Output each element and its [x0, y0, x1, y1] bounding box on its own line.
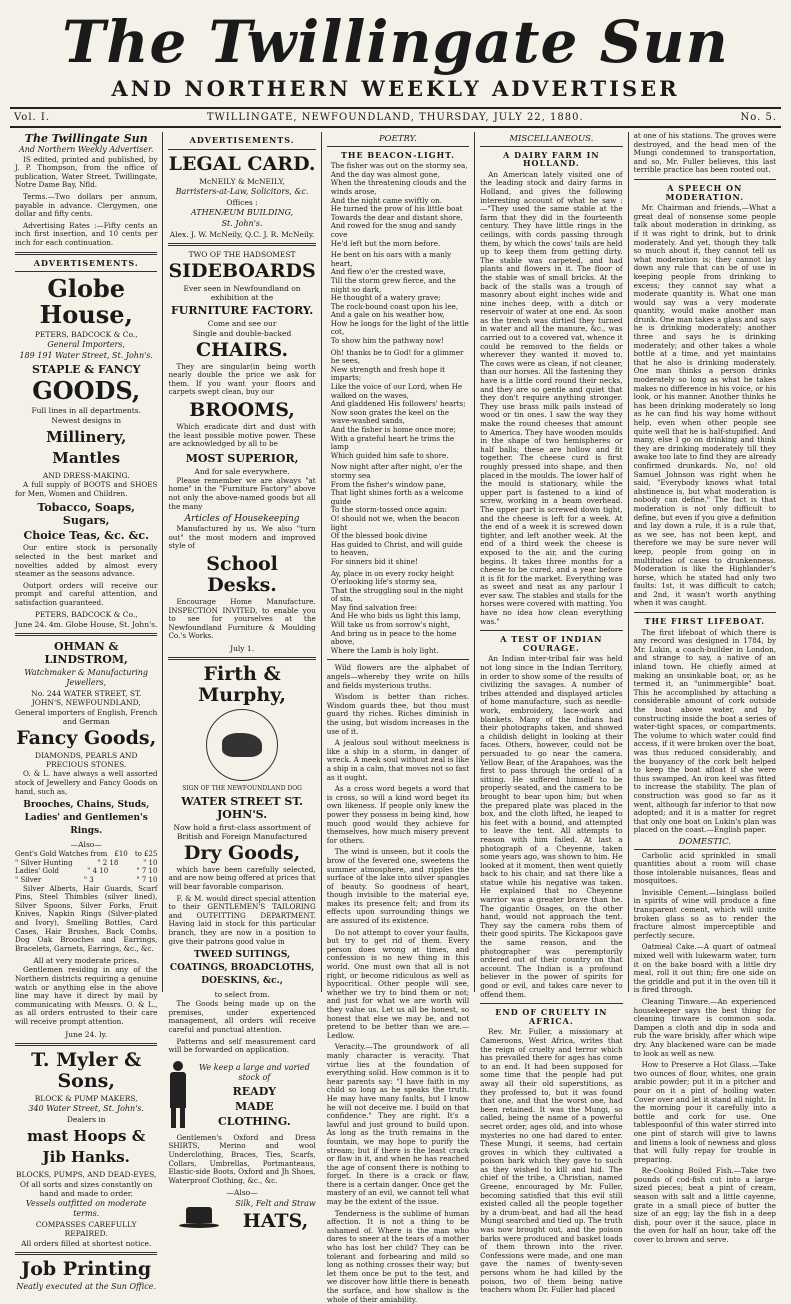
globe-staple: STAPLE & FANCY	[32, 363, 141, 377]
ohman-brooches: Brooches, Chains, Studs, Ladies' and Gentlemen's Rings.	[23, 800, 150, 837]
poem-stanza: Oh! thanks be to God! for a glimmer he sees, New strength and fresh hope it imparts; Like the voice of our Lord, when He walked on the waves, And gladdened His followers' hearts; Now soon grates the keel on the wave-washed sands, And the fisher is home once more; With a grateful heart he trims the lamp Which guided him safe to shore.	[330, 347, 466, 460]
clothing-label: CLOTHING.	[218, 1114, 291, 1128]
chairs-title: CHAIRS.	[195, 338, 289, 361]
fm-shirts-text: Gentlemen's Oxford and Dress SHIRTS, Merino and wool Underclothing, Braces, Ties, Scarfs, Collars, Umbrellas, Portmanteaus, Elastic-side Boots, Oxford and Jh Shoes, Waterproof Clothing, &c., &c.	[168, 1132, 316, 1185]
divider	[15, 252, 157, 255]
globe-newest: Newest designs in	[51, 416, 122, 426]
courage-title: A TEST OF INDIAN COURAGE.	[500, 634, 603, 653]
legal-city: St. John's.	[221, 218, 263, 228]
ads-header: ADVERTISEMENTS.	[189, 135, 295, 145]
manufactured-text: Manufactured by us. We also "turn out" the most modern and improved style of	[168, 524, 316, 551]
globe-firm: PETERS, BADCOCK & Co.,	[34, 330, 138, 340]
miscellaneous-header: MISCELLANEOUS.	[480, 135, 622, 147]
fm-patterns-text: Patterns and self measurement card will be forwarded on application.	[168, 1036, 316, 1055]
wisdom-text: Wisdom is better than riches. Wisdom guards thee, but thou must guard thy riches. Riches diminish in the using, but wisdom increases in the use of it.	[326, 692, 470, 736]
cruelty-text: Rev. Mr. Fuller, a missionary at Cameroons, West Africa, writes that the reign of cruelty and terror which has prevailed there for ages has come to an end. It had been supposed for some time that the people had put away all their old superstitions, as they professed to, but it was found that one, and that the worst one, had been retained. It was the Mungi, so called, being the name of a powerful secret order, ages old, and into whose mysteries no one had dared to enter. These Mungi, it seems, had certain groves in which they cultivated a poison bark which they gave to such as they wished to kill and hid. The chief of the tribe, a Christian, named Greene, encouraged by Mr. Fuller, becoming satisfied that this evil still existed called all the people together by a drum-beat, and had all the head Mungi searched and tied up. The truth was now brought out, and the poison barks were produced and basket loads of them thrown into the river. Confessions were made, and one man gave the names of twenty-seven persons whom he had killed by the poison, two of them being native teachers whom Dr. Fuller had placed	[480, 1027, 623, 1295]
column-3	[322, 132, 475, 1304]
divider	[168, 243, 315, 246]
globe-millinery: Millinery, Mantles	[46, 428, 127, 468]
masthead-subtitle: AND NORTHERN WEEKLY ADVERTISER	[111, 76, 680, 101]
school-desks-title: School Desks.	[206, 552, 278, 596]
myler-sub: BLOCK & PUMP MAKERS,	[34, 1093, 138, 1103]
lifeboat-title: THE FIRST LIFEBOAT.	[644, 616, 766, 627]
divider	[15, 1043, 157, 1046]
wild-flowers-text: Wild flowers are the alphabet of angels—whereby they write on hills and fields mysterious truths.	[326, 663, 470, 690]
sideboard-text: Ever seen in Newfoundland on exhibition at the	[183, 283, 301, 302]
column-1	[10, 132, 163, 1291]
ohman-date: June 24. ly.	[65, 1029, 108, 1039]
price-row: " Silver " 3 " 7 10	[15, 876, 158, 885]
dog-icon	[222, 733, 262, 757]
veracity-text: Veracity.—The groundwork of all manly character is veracity. That virtue lies at the foundation of everything solid. How common is it to hear parents say: "I have faith in my child so long as he speaks the truth. He may have many faults, but I know he will not deceive me. I build on that confidence." They are right. It's a lawful and just ground to build upon. As long as the truth remains in the fountain, we may hope to purify the stream; but if there is the least crack or flaw in it, and when he has reached the age of consent there is nothing to forget. In there is a crack or flaw, there is a certain danger. Once get the mastery of an evil, we cannot tell what may be the extent of the issue.	[326, 1042, 470, 1207]
globe-dress: AND DRESS-MAKING.	[42, 471, 130, 481]
hats-block	[168, 1198, 315, 1234]
globe-title: Globe House,	[39, 274, 133, 330]
speech-title: A SPEECH ON MODERATION.	[665, 182, 745, 202]
myler-dealers: Dealers in	[66, 1114, 106, 1124]
tenderness-text: Tenderness is the sublime of human affection. It is not a thing to be ashamed of. Where is the man who dares to sneer at the tears of a mother who has lost her child? They can be tolerant and forbearing and mild so long as nothing crosses their way; but let them once be put to the test, and we discover how little there is beneath the surface, and how shallow is the whole of their amiability.	[326, 1208, 470, 1304]
furniture-factory: FURNITURE FACTORY.	[170, 303, 314, 317]
column-4	[475, 132, 628, 1295]
legal-names: Alex. J. W. McNeily, Q.C. J. R. McNeily.	[169, 229, 315, 239]
myler-vessels: Vessels outfitted on moderate terms.	[25, 1198, 147, 1218]
sideboard-pre: TWO OF THE HADSOMEST	[188, 249, 296, 259]
legal-building: ATHENÆUM BUILDING,	[190, 207, 294, 217]
faults-text: Do not attempt to cover your faults, but try to get rid of them. Every person does wrong at times, and confession is no new thing in this world. One must own that all is not right, or become ridiculous as well as hypocritical. Other people will see, whether we try to bind them or not; and just for what we are worth will they value us. Let us all be honest, so honest that else we may be, and not pretend to be better than we are.—Ledlow.	[326, 927, 470, 1040]
poem-stanza: Now night after after night, o'er the stormy sea From the fisher's window pane, That light shines forth as a welcome guide To the storm-tossed once again: O! should not we, when the beacon light Of the blessed book divine Has guided to Christ, and will guide to heaven, For sinners bid it shine!	[330, 462, 464, 566]
ohman-silver: Silver Alberts, Hair Guards, Scarf Pins, Steel Thimbles (silver lined), Silver Spoons, Silver Forks, Fruit Knives, Napkin Rings (Silver-plated and Ivory), Smelling Bottles, Card Cases, Hair Brushes, Back Combs, Dog Oak Brooches and Earrings, Bracelets, Garnets, Earrings, &c., &c.	[15, 883, 158, 953]
hat-icon	[179, 1207, 219, 1229]
made-label: MADE	[235, 1099, 274, 1113]
fm-goods-text: The Goods being made up on the premises, under experienced management, all orders will receive careful and punctual attention.	[168, 999, 316, 1034]
divider	[15, 271, 157, 272]
most-superior: MOST SUPERIOR,	[185, 451, 299, 465]
furniture-single: Single and double-backed	[192, 328, 292, 338]
gentleman-figure-icon	[168, 1061, 187, 1131]
firth-address: WATER STREET ST. JOHN'S.	[181, 794, 303, 821]
clothing-text	[193, 1062, 316, 1130]
globe-lines: Full lines in all departments.	[31, 406, 141, 416]
globe-stock: Our entire stock is personally selected in the best market and novelties added by almost every steamer as the seasons advance.	[15, 543, 158, 579]
courage-text: An Indian inter-tribal fair was held not long since in the Indian Territory, in order to show some of the results of civilizing the savages. A number of tribes attended and displayed articles of home manufacture, such as needle-work, embroidery, lace-work and blankets. Many of the Indians had their photographs taken, and showed a childish delight in looking at their faces. Others, however, could not be persuaded to go near the camera. Yellow Bear, of the Arapahoes, was the first to pass through the ordeal of a sitting. He suffered himself to be properly seated, and the camera to be brought to bear upon him; but when the prepared plate was placed in the box, and the cloth lifted, he leaped to his feet with a bound, and attempted to leave the tent. All attempts to reason with him failed. At last a photograph of a Cheyenne, taken some years ago, was shown to him. He looked at it moment, then went quietly back to his chair, and sat there like a statue while his negative was taken. He explained that no Cheyenne warrior was a greater brave than he. The gigantic Osages, on the other hand, would not approach the tent. They say the camera robs them of their good spirits. The Kickapoos gave the same reason, and the photographer was peremptorily ordered out of their country on that account. The Indian is a profound believer in the power of spirits for good or evil, and takes care never to offend them.	[480, 654, 623, 999]
globe-tobacco: Tobacco, Soaps, Sugars,	[37, 501, 136, 528]
housekeeping: Articles of Housekeeping	[184, 514, 300, 525]
terms-text: Terms.—Two dollars per annum, payable in advance. Clergymen, one dollar and fifty cents.	[15, 191, 158, 219]
globe-boots: A full supply of BOOTS and SHOES for Men, Women and Children.	[15, 480, 158, 498]
wind-text: The wind is unseen, but it cools the brow of the fevered one, sweetens the summer atmosphere, and ripples the surface of the lake into silver spangles of beauty. So goodness of heart, though invisible to the material eye, makes its presence felt; and from its effects upon surrounding things we are assured of its existence.	[326, 847, 470, 926]
silk-felt-straw: Silk, Felt and Straw	[235, 1199, 316, 1209]
domestic-item: Cleaning Tinware.—An experienced housekeeper says the best thing for cleaning tinware is common soda. Dampen a cloth and dip in soda and rub the ware briskly, after which wipe dry. Any blackened ware can be made to look as well as new.	[633, 997, 777, 1058]
intro-text: IS edited, printed and published, by J. P. Thompson, from the office of publication, Water Street, Twillingate, Notre Dame Bay, Nfld.	[15, 154, 158, 190]
domestic-item: Carbolic acid sprinkled in small quantities about a room will chase those intolerable nuisances, fleas and mosquitoes.	[633, 850, 777, 886]
poetry-header: POETRY.	[327, 135, 469, 147]
paper-sub: And Northern Weekly Advertiser.	[18, 144, 154, 154]
tweed-sub: to select from.	[214, 990, 270, 1000]
globe-importers: General Importers,	[47, 340, 126, 350]
hats-title: HATS,	[242, 1210, 309, 1233]
globe-goods: GOODS,	[32, 376, 141, 406]
fm-also: —Also—	[226, 1188, 258, 1198]
price-row: Gent's Gold Watches from £10 to £25	[15, 850, 158, 859]
ads-header: ADVERTISEMENTS.	[33, 257, 139, 268]
divider	[15, 633, 157, 636]
myler-orders: All orders filled at shortest notice.	[21, 1238, 152, 1248]
sideboards-title: SIDEBOARDS	[168, 259, 316, 282]
divider	[480, 630, 622, 631]
poem-stanza: The fisher was out on the stormy sea, And the day was almost gone, When the threatening clouds and the winds arose, And the night came swiftly on. He turned the prow of his little boat Towards the dear and distant shore, And rowed for the snug and sandy cove He'd left but the morn before.	[330, 161, 468, 248]
myler-mast: mast Hoops & Jib Hanks.	[27, 1126, 146, 1166]
poem-stanza: Ay, place in on every rocky height O'erlooking life's stormy sea, That the struggling soul in the night of sin, May find salvation free: And He who bids us light this lamp, Will take us from sorrow's night, And bring us in peace to the home above, Where the Lamb is holy light.	[330, 568, 464, 655]
myler-sizes: Of all sorts and sizes constantly on hand and made to order.	[19, 1179, 153, 1198]
issue-number: No. 5.	[740, 112, 777, 123]
firth-have: Now hold a first-class assortment of British and Foreign Manufactured	[173, 822, 311, 841]
globe-address: 189 191 Water Street, St. John's.	[19, 351, 153, 361]
lifeboat-text: The first lifeboat of which there is any record was designed in 1784, by Mr. Lukin, a coach-builder in London, and strange to say, a native of an inland town. He chiefly aimed at making an unsinkable boat, or, as he termed it, an "unimmergible" boat. This he accomplished by attaching a considerable amount of cork outside the boat above water, and by constructing inside the boat a series of water-tight spaces, or compartments. The volume to which water could find access, if it were broken over the boat, was thus reduced considerably, and the buoyancy of the cork belt helped to keep the boat afloat if she were thus swamped. An iron keel was fitted to increase the stability. The plan of construction was good so far as it went, although far inferior to that now adopted; and it is a matter for regret that only one boat on Lukin's plan was placed on the coast.—English paper.	[633, 627, 777, 835]
ohman-diamonds: DIAMONDS, PEARLS AND PRECIOUS STONES.	[34, 751, 138, 770]
july-date: July 1.	[230, 643, 255, 653]
legal-firm: McNEILY & McNEILY,	[199, 176, 285, 186]
ready-label: READY	[232, 1084, 277, 1098]
price-list	[15, 850, 157, 884]
legal-card-title: LEGAL CARD.	[168, 152, 316, 175]
dateline-bar	[10, 107, 781, 128]
remember-text: Please remember we are always "at home" in the "Furniture Factory" above not only the above-named goods but all the many	[168, 475, 316, 511]
myler-compasses: COMPASSES CAREFULLY REPAIRED.	[35, 1219, 137, 1238]
volume-label: Vol. I.	[14, 112, 51, 123]
price-row: Ladies' Gold " 4 10 " 7 10	[15, 867, 158, 876]
encourage-text: Encourage Home Manufacture. INSPECTION INVITED, to enable you to see for yourselves at the Newfoundland Furniture & Moulding Co.'s Works.	[168, 596, 316, 641]
dry-goods-title: Dry Goods,	[183, 841, 301, 864]
column-5	[629, 131, 781, 1245]
dairy-title: A DAIRY FARM IN HOLLAND.	[503, 149, 600, 169]
clothing-block	[168, 1058, 315, 1134]
jealous-text: A jealous soul without meekness is like a ship in a storm, in danger of wreck. A meek soul without zeal is like a ship in a calm, that moves not so fast as it ought.	[326, 738, 470, 782]
ohman-gentlemen: Gentlemen residing in any of the Northern districts requiring a genuine watch or anything else in the above line may have it direct by mail by communicating with Messrs. O. & L., as all orders entrusted to their care will receive prompt attention.	[15, 965, 158, 1026]
issue-date: TWILLINGATE, NEWFOUNDLAND, THURSDAY, JULY 22, 1880.	[206, 112, 584, 123]
firth-murphy-title: Firth & Murphy,	[198, 662, 286, 706]
myler-title: T. Myler & Sons,	[31, 1048, 142, 1092]
cross-word-text: As a cross word begets a word that is cross, so will a kind word beget its own likeness. If people only knew the power they possess in being kind, how much good would they achieve for themselves, how much misery prevent for others.	[326, 784, 470, 845]
domestic-item: Re-Cooking Boiled Fish.—Take two pounds of cod-fish cut into a large-sized pieces; beat a pint of cream, season with salt and a little cayenne, grate in a small piece of butter the size of an egg; lay the fish in a deep dish, pour over it the sauce, place in the oven for half an hour, take off the cover to brown and serve.	[633, 1166, 777, 1245]
divider	[327, 659, 469, 660]
brooms-title: BROOMS,	[189, 398, 295, 421]
job-printing-title: Job Printing	[21, 1257, 152, 1280]
domestic-item: How to Preserve a Hot Glass.—Take two ounces of flour, whites, one grain arabic powder; put it in a pitcher and pour on it a pint of boiling water. Cover over and let it stand all night. In the morning pour it carefully into a bottle and cork for use. One tablespoonful of this water stirred into one pint of starch will give to lawns and linens a look of newness and gloss that will fully repay for trouble in preparing.	[633, 1060, 777, 1164]
divider	[168, 657, 315, 660]
divider	[634, 179, 776, 180]
ohman-fancy: Fancy Goods,	[16, 727, 157, 750]
legal-role: Barristers-at-Law, Solicitors, &c.	[175, 186, 309, 196]
cruelty-title: END OF CRUELTY IN AFRICA.	[495, 1007, 608, 1026]
dairy-text: An American lately visited one of the leading stock and dairy farms in Holland, and gives the following interesting account of what he saw :—"They used the same stable at the farm that they did in the fourteenth century. They have little rings in the ceilings, with cords passing through them, by which the cows' tails are held up to keep them from getting dirty. The stable was carpeted, and had plants and flowers in it. The floor of the stable was of small bricks. At the back of the stalls was a trough of masonry about eight inches wide and nine inches deep, with a ditch or reservoir of water at one end. As soon as the trench was dirtied they turned in water and all the manure, &c., was carried out to a covered vat, whence it could be removed to the fields or wherever they wanted it moved to. The cows were as clean, if not cleaner, than our horses. All the fastening they have is a little cord round their necks, and they are so gentle and quiet that they don't require anything stronger. They use brass milk pails instead of wood or tin ones. I saw the way they make the round cheeses that amount to America. They have wooden moulds in the shape of two hemispheres or half balls; these are hollow and fit together. The cheese curd is first roughly pressed into shape, and then placed in the moulds. The lower half of the mould is stationary, while the upper part is fastened to a kind of screw, working in a beam overhead. The upper part is screwed down tight, and the cheese is left for a week. At the end of a week it is screwed down tighter, and left another week. At the end of a third week the cheese is exposed to the air, and the curing begins. It takes three months for a cheese to be cured, and a year before it is fit for the market. Everything was as sweet and neat as any parlour I ever saw. The stables and stalls for the horses were covered with matting. You have no idea how clean everything was."	[480, 169, 623, 626]
price-row: " Silver Hunting " 2 18 " 10	[15, 858, 158, 867]
furniture-come: Come and see our	[207, 318, 277, 328]
continued-text: at one of his stations. The groves were destroyed, and the head men of the Mungi condemned to transportation, and so, Mr. Fuller believes, this last terrible practice has been rooted out.	[633, 131, 777, 175]
ohman-address: No. 244 WATER STREET, ST. JOHN'S, NEWFOUNDLAND,	[31, 689, 142, 708]
poem-title: THE BEACON-LIGHT.	[340, 149, 455, 160]
ohman-moderate: All at very moderate prices.	[33, 956, 140, 966]
masthead-title: The Twillingate Sun	[62, 8, 729, 76]
columns	[10, 131, 781, 1304]
fm-direct-text: F. & M. would direct special attention to their GENTLEMEN'S TAILORING and OUTFITTING DEPARTMENT. Having laid in stock for this particular branch, they are now in a position to give their patrons good value in	[168, 893, 316, 946]
divider	[168, 149, 315, 150]
legal-offices: Offices :	[226, 197, 258, 207]
myler-address: 340 Water Street, St. John's.	[28, 1103, 145, 1113]
ohman-also: —Also—	[70, 840, 102, 850]
rates-text: Advertising Rates :—Fifty cents an inch first insertion, and 10 cents per inch for each continuation.	[15, 220, 158, 247]
myler-blocks: BLOCKS, PUMPS, AND DEAD-EYES,	[16, 1169, 157, 1179]
ohman-assort: O. & L. have always a well assorted stock of Jewellery and Fancy Goods on hand, such as,	[15, 769, 158, 796]
logo-caption: SIGN OF THE NEWFOUNDLAND DOG	[182, 784, 302, 792]
paper-name: The Twillingate Sun	[24, 132, 148, 145]
globe-signature: PETERS, BADCOCK & Co.,	[34, 610, 138, 620]
domestic-item: Invisible Cement.—Isinglass boiled in spirits of wine will produce a fine transparent cement, which will unite broken glass so as to render the fracture almost imperceptible and perfectly secure.	[633, 887, 777, 940]
newfoundland-dog-logo	[206, 709, 278, 781]
tweed-suitings: TWEED SUITINGS, COATINGS, BROADCLOTHS, DOESKINS, &c.,	[169, 950, 315, 987]
globe-date: June 24. 4m. Globe House, St. John's.	[15, 620, 158, 630]
fm-keep: We keep a large and varied stock of	[198, 1062, 310, 1082]
superior-sub: And for sale everywhere.	[194, 466, 290, 476]
job-printing-sub: Neatly executed at the Sun Office.	[16, 1281, 157, 1291]
ohman-title: OHMAN & LINDSTROM,	[44, 640, 128, 667]
ohman-sub: Watchmaker & Manufacturing Jewellers,	[24, 668, 149, 688]
globe-teas: Choice Teas, &c. &c.	[23, 529, 149, 543]
chairs-text: They are singular(in being worth nearly double the price we ask for them. If you want your floors and carpets swept clean, buy our	[168, 361, 316, 397]
speech-text: Mr. Chairman and friends,—What a great deal of nonsense some people talk about moderation in drinking, as if it was right to drink, but to drink moderately. And yet, though they talk so much about it, they cannot tell us what moderation is; they cannot lay down any rule that can be of use in keeping people from drinking to excess; they cannot say what a moderate quantity is. What one man would say was a very moderate quantity, would make another man drunk. One man takes a glass and says he is drinking moderately; another three and says he is drinking moderately; and other takes a whole bottle at a time, and yet maintains that he also is drinking moderately. One man thinks a person drinks moderately so long as what he takes makes no difference in his voice, or his look, or his manner. Another thinks he has been drinking moderately so long as he can find his way home without help, even when other people see quite well that he is half-stupified. And many, else I go on drinking and think they are drinking moderately till they awake too late to find they are already confirmed drunkards. No, no! old Samuel Johnson was right when he said, "Everybody knows what total abstinence is, but what moderation is nobody can define." The fact is that moderation is not only difficult to define, but even if you give a definition and lay down a rule, it is a rule that, as we see, has not been kept, and therefore we may be sure never will keep, people from going on in multitudes of cases to drunkenness. Moderation is like the Highlander's horse, which he stated had only two faults: 1st, it was difficult to catch; and 2nd, it wasn't worth anything when it was caught.	[633, 203, 777, 608]
divider	[634, 612, 776, 613]
divider	[15, 1252, 157, 1255]
domestic-header: DOMESTIC.	[634, 838, 776, 850]
ohman-import: General importers of English, French and German	[15, 708, 158, 727]
column-2	[163, 132, 321, 1233]
dry-goods-text: which have been carefully selected, and are now being offered at prices that will bear favorable comparison.	[168, 864, 316, 892]
domestic-item: Oatmeal Cake.—A quart of oatmeal mixed well with lukewarm water, turn it on the bake board with a little dry meal, roll it out thin; fire one side on the griddle and put it in the oven till it is fired through.	[633, 942, 777, 995]
brooms-text: Which eradicate dirt and dust with the least possible motive power. These are acknowledged by all to be	[168, 421, 316, 449]
divider	[480, 1003, 622, 1004]
globe-orders: Outport orders will receive our prompt and careful attention, and satisfaction guaranteed.	[15, 580, 158, 607]
poem-stanza: He bent on his oars with a manly heart, And flew o'er the crested wave, Till the storm grew fierce, and the night so dark, He thought of a watery grave; The rock-bound coast upon his lee, And a gale on his weather bow, How he longs for the light of the little cot, To show him the pathway now!	[330, 250, 469, 346]
